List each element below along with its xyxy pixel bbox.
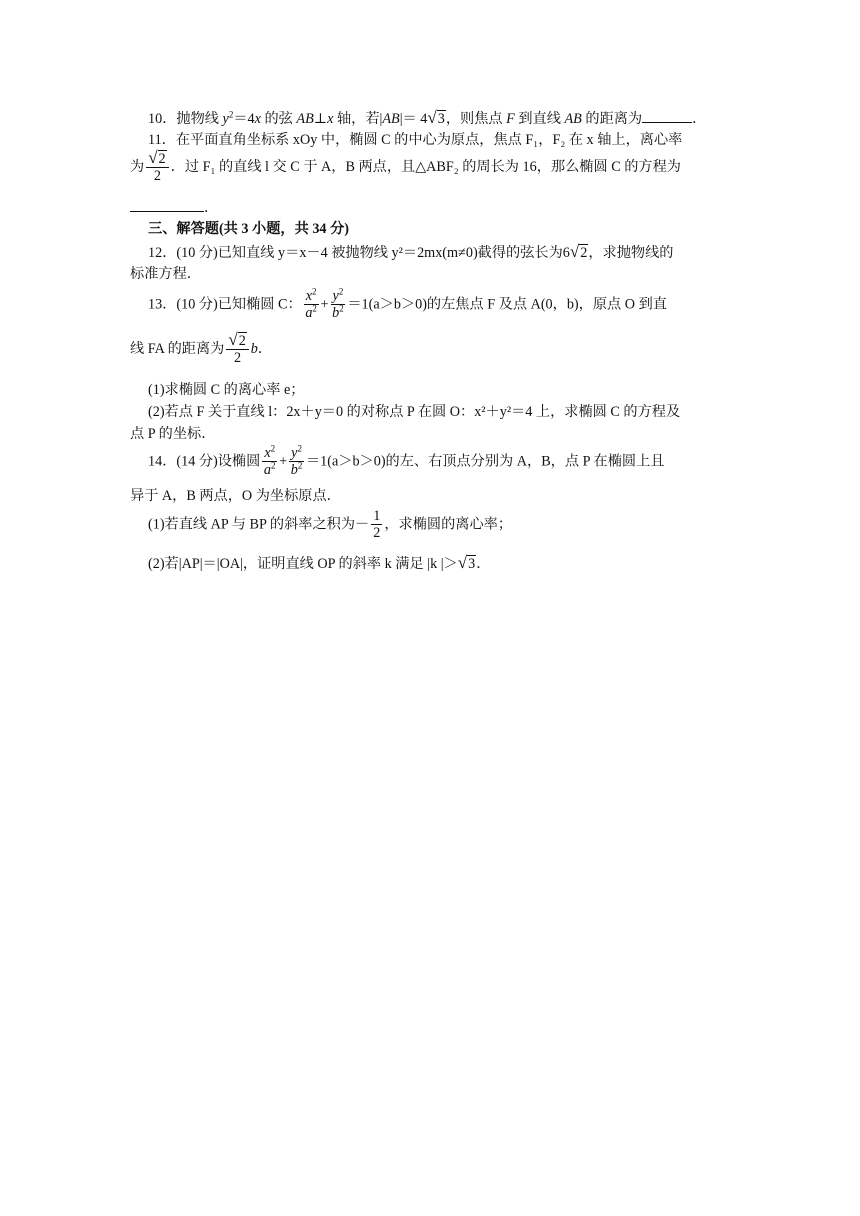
- var-AB: AB: [296, 111, 314, 127]
- sqrt-arg: 3: [468, 556, 476, 572]
- q12-text: ，求抛物线的: [588, 245, 674, 261]
- q14-abs-k: |k |＞: [427, 556, 458, 572]
- question-12-line1: [148, 242, 732, 263]
- fraction-sqrt2-over-2: $\frac{√2}{2}$: [146, 150, 168, 184]
- q14-text: ＝1(a＞b＞0)的左、右顶点分别为 A，B，点 P 在椭圆上且: [305, 453, 665, 470]
- exp: 2: [312, 303, 317, 314]
- exp: 2: [312, 286, 317, 297]
- q11-text: 为: [130, 159, 145, 175]
- q11-text: ．: [204, 200, 219, 216]
- q14-text: ．: [476, 556, 491, 572]
- q14-text: (2)若|AP|＝|OA|，证明直线 OP 的斜率 k 满足: [148, 556, 424, 572]
- sqrt-2: √2: [569, 242, 588, 261]
- answer-blank: [130, 197, 204, 212]
- fraction-y2-b2: [331, 288, 346, 321]
- var-y: y: [291, 445, 298, 461]
- perp-symbol: ⊥: [313, 111, 328, 127]
- question-13-line2: [130, 332, 732, 376]
- sqrt-3: √3: [457, 553, 476, 572]
- exp: 2: [297, 460, 303, 471]
- exp: 2: [271, 460, 276, 471]
- q10-text: 到直线: [514, 111, 565, 127]
- exp: 2: [297, 443, 302, 454]
- q10-text: ，则焦点: [445, 111, 507, 127]
- q13-text: 13．(10 分)已知椭圆 C：: [148, 296, 302, 313]
- q14-text: 14．(14 分)设椭圆: [148, 453, 261, 470]
- q14-text: ，求椭圆的离心率；: [384, 516, 513, 533]
- question-14-line1: [148, 445, 732, 489]
- q11-text: ．过 F₁ 的直线 l 交 C 于 A，B 两点，且△ABF₂ 的周长为 16，那么椭圆 C 的方程为: [170, 159, 681, 175]
- var-F: F: [506, 111, 515, 127]
- exp: 2: [338, 286, 344, 297]
- question-11-line2: [130, 150, 732, 194]
- fraction-sqrt2-over-2: $\frac{√2}{2}$: [226, 332, 248, 366]
- exp: 2: [270, 443, 276, 454]
- question-13-line1: [148, 288, 732, 332]
- sqrt-arg: 2: [238, 333, 246, 349]
- question-12-line2: 标准方程．: [130, 266, 201, 282]
- question-14-line2: 异于 A，B 两点，O 为坐标原点．: [130, 488, 341, 504]
- var-AB: AB: [382, 111, 400, 127]
- q13-text: ．: [257, 341, 273, 357]
- denominator: 2: [234, 350, 242, 366]
- minus-sign: －: [355, 516, 370, 533]
- var-x: x: [264, 445, 271, 461]
- sqrt-arg: 3: [437, 111, 445, 127]
- plus-sign: +: [279, 453, 288, 470]
- section-heading: 三、解答题(共 3 小题，共 34 分): [148, 221, 349, 237]
- coefficient: 6: [562, 245, 570, 261]
- answer-blank: [642, 108, 692, 123]
- q12-text: 12．(10 分)已知直线 y＝x－4 被抛物线 y²＝2mx(m≠0)截得的弦长为: [148, 245, 563, 261]
- q10-text: 轴，若|: [333, 111, 383, 127]
- var-AB: AB: [564, 111, 582, 127]
- question-14-part2: [148, 553, 732, 574]
- exp: 2: [228, 109, 234, 120]
- question-11-line1: 11．在平面直角坐标系 xOy 中，椭圆 C 的中心为原点，焦点 F₁，F₂ 在 x 轴上，离心率: [148, 132, 683, 148]
- q13-text: 线 FA 的距离为: [130, 341, 225, 357]
- coefficient: 4: [420, 111, 428, 127]
- var-x: x: [327, 111, 334, 127]
- exp: 2: [339, 303, 344, 314]
- q10-number: 10．: [148, 111, 177, 127]
- var-y: y: [332, 288, 339, 304]
- plus-sign: +: [320, 296, 329, 313]
- var-b: b: [332, 305, 340, 321]
- fraction-x2-a2: [304, 288, 319, 321]
- var-x: x: [305, 288, 313, 304]
- var-x: x: [254, 111, 261, 127]
- q10-text: 抛物线: [176, 111, 223, 127]
- fraction-y2-b2: [289, 445, 304, 478]
- sqrt-3: √3: [427, 108, 445, 127]
- question-10: [148, 108, 732, 129]
- numerator: 1: [373, 508, 381, 524]
- fraction-x2-a2: [262, 445, 277, 478]
- var-y: y: [222, 111, 229, 127]
- q13-text: ＝1(a＞b＞0)的左焦点 F 及点 A(0，b)，原点 O 到直: [347, 296, 667, 313]
- var-b: b: [250, 341, 258, 357]
- question-14-part1: [148, 508, 732, 552]
- denominator: 2: [153, 168, 161, 184]
- q10-text: 的弦: [260, 111, 297, 127]
- q10-text: ．: [692, 111, 707, 127]
- question-13-part1: (1)求椭圆 C 的离心率 e；: [148, 382, 305, 398]
- sqrt-arg: 2: [580, 245, 588, 261]
- q10-text: ＝4: [233, 111, 255, 127]
- q10-text: 的距离为: [581, 111, 643, 127]
- var-a: a: [305, 305, 313, 321]
- var-a: a: [263, 462, 272, 478]
- denominator: 2: [373, 525, 381, 541]
- question-13-part2-cont: 点 P 的坐标．: [130, 426, 216, 442]
- fraction-1-over-2: [371, 508, 382, 541]
- question-13-part2: (2)若点 F 关于直线 l：2x＋y＝0 的对称点 P 在圆 O：x²＋y²＝4 上，求椭圆 C 的方程及: [148, 404, 681, 420]
- sqrt-arg: 2: [158, 151, 166, 167]
- var-b: b: [290, 462, 298, 478]
- q10-text: |＝: [399, 111, 417, 127]
- question-11-line3: [130, 197, 732, 218]
- q14-text: (1)若直线 AP 与 BP 的斜率之积为: [148, 516, 356, 533]
